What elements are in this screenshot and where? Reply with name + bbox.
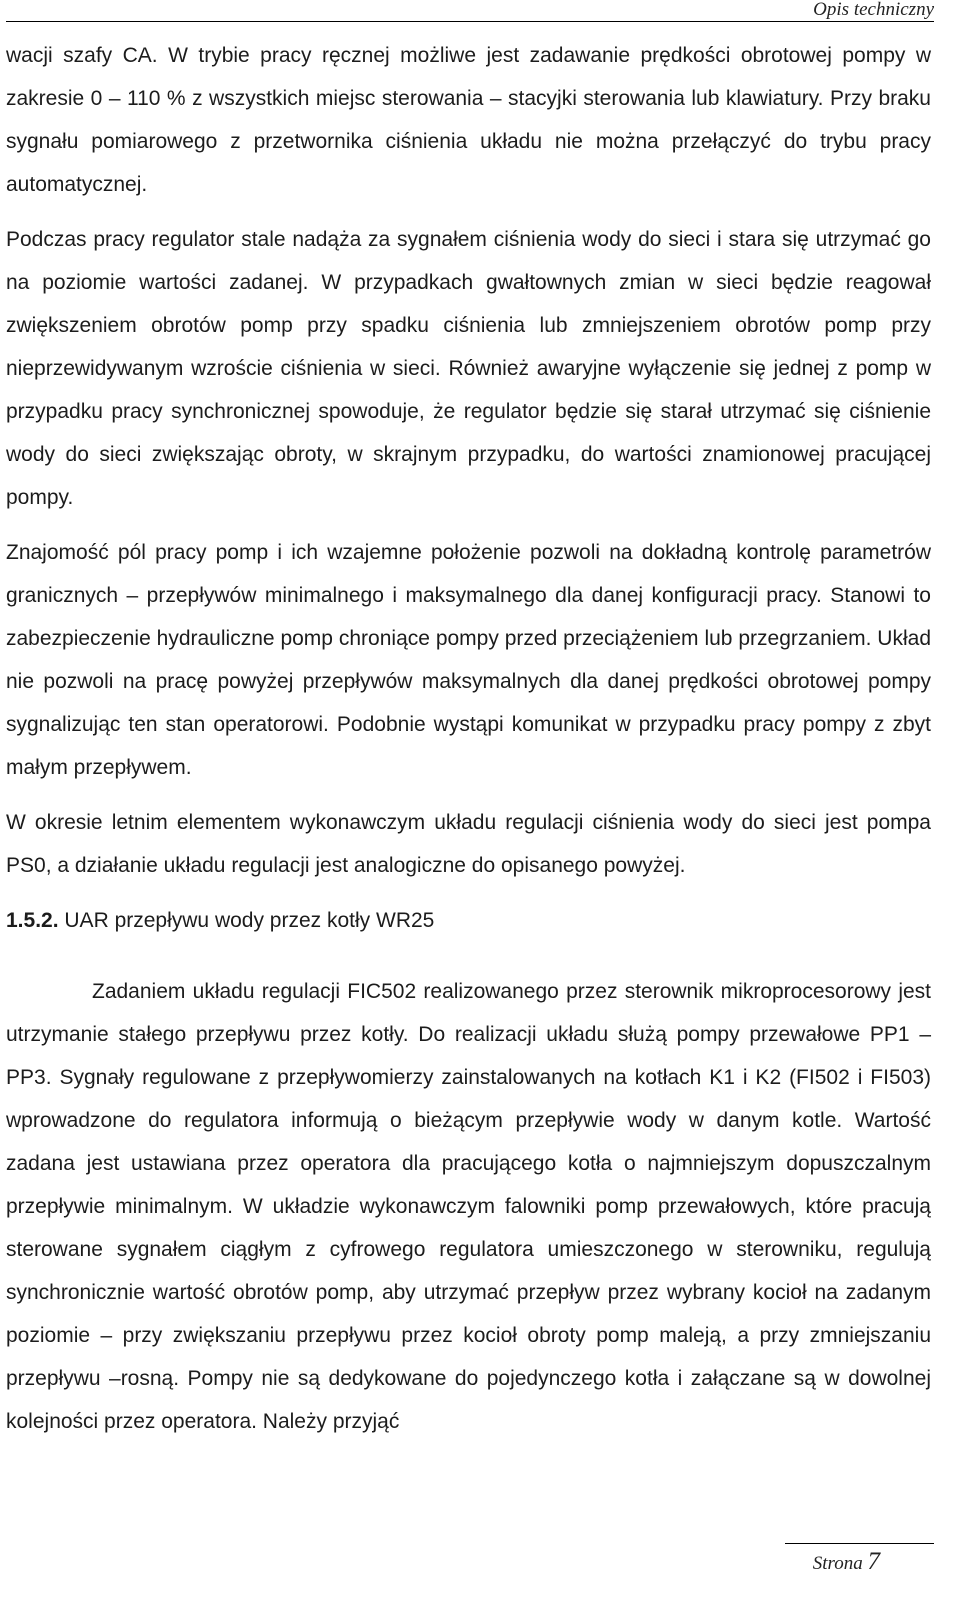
paragraph-pump-fields: Znajomość pól pracy pomp i ich wzajemne położenie pozwoli na dokładną kontrolę parametrów granicznych – przepływów minimalnego i maksymalnego dla danej konfiguracji pracy. Stanowi to zabezpieczenie hydrauliczne pomp chroniące pompy przed przeciążeniem lub przegrzaniem. Układ nie pozwoli na pracę powyżej przepływów maksymalnych dla danej prędkości obrotowej pompy sygnalizując ten stan operatorowi. Podobnie wystąpi komunikat w przypadku pracy pompy z zbyt małym przepływem.	[6, 541, 931, 779]
page-number-label	[813, 1544, 880, 1582]
paragraph-regulator-operation: Podczas pracy regulator stale nadąża za sygnałem ciśnienia wody do sieci i stara się utrzymać go na poziomie wartości zadanej. W przypadkach gwałtownych zmian w sieci będzie reagował zwiększeniem obrotów pomp przy spadku ciśnienia lub zmniejszeniem obrotów pomp przy nieprzewidywanym wzroście ciśnienia w sieci. Również awaryjne wyłączenie się jednej z pomp w przypadku pracy synchronicznej spowoduje, że regulator będzie się starał utrzymać się ciśnienie wody do sieci zwiększając obroty, w skrajnym przypadku, do wartości znamionowej pracującej pompy.	[6, 228, 931, 509]
section-body-paragraph: Zadaniem układu regulacji FIC502 realizowanego przez sterownik mikroprocesorowy jest utrzymanie stałego przepływu przez kotły. Do realizacji układu służą pompy przewałowe PP1 – PP3. Sygnały regulowane z przepływomierzy zainstalowanych na kotłach K1 i K2 (FI502 i FI503) wprowadzone do regulatora informują o bieżącym przepływie wody w danym kotle. Wartość zadana jest ustawiana przez operatora dla pracującego kotła o najmniejszym dopuszczalnym przepływie minimalnym. W układzie wykonawczym falowniki pomp przewałowych, które pracują sterowane sygnałem ciągłym z cyfrowego regulatora umieszczonego w sterowniku, regulują synchronicznie wartość obrotów pomp, aby utrzymać przepływ przez wybrany kocioł na zadanym poziomie – przy zwiększaniu przepływu przez kocioł obroty pomp maleją, a przy zmniejszaniu przepływu –rosną. Pompy nie są dedykowane do pojedynczego kotła i załączane są w dowolnej kolejności przez operatora. Należy przyjąć	[6, 980, 931, 1433]
footer-label: Strona	[812, 1553, 863, 1574]
page-footer	[0, 1536, 960, 1596]
section-heading	[6, 899, 931, 942]
paragraph-manual-mode: wacji szafy CA. W trybie pracy ręcznej możliwe jest zadawanie prędkości obrotowej pompy w zakresie 0 – 110 % z wszystkich miejsc sterowania – stacyjki sterowania lub klawiatury. Przy braku sygnału pomiarowego z przetwornika ciśnienia układu nie można przełączyć do trybu pracy automatycznej.	[6, 44, 931, 196]
running-header: Opis techniczny	[813, 0, 934, 20]
paragraph-summer-period: W okresie letnim elementem wykonawczym układu regulacji ciśnienia wody do sieci jest pompa PS0, a działanie układu regulacji jest analogiczne do opisanego powyżej.	[6, 811, 931, 877]
section-number: 1.5.2.	[6, 909, 59, 932]
page-number: 7	[867, 1548, 880, 1575]
page-body	[6, 34, 931, 1443]
section-title: UAR przepływu wody przez kotły WR25	[64, 909, 435, 932]
header-divider	[6, 21, 934, 22]
